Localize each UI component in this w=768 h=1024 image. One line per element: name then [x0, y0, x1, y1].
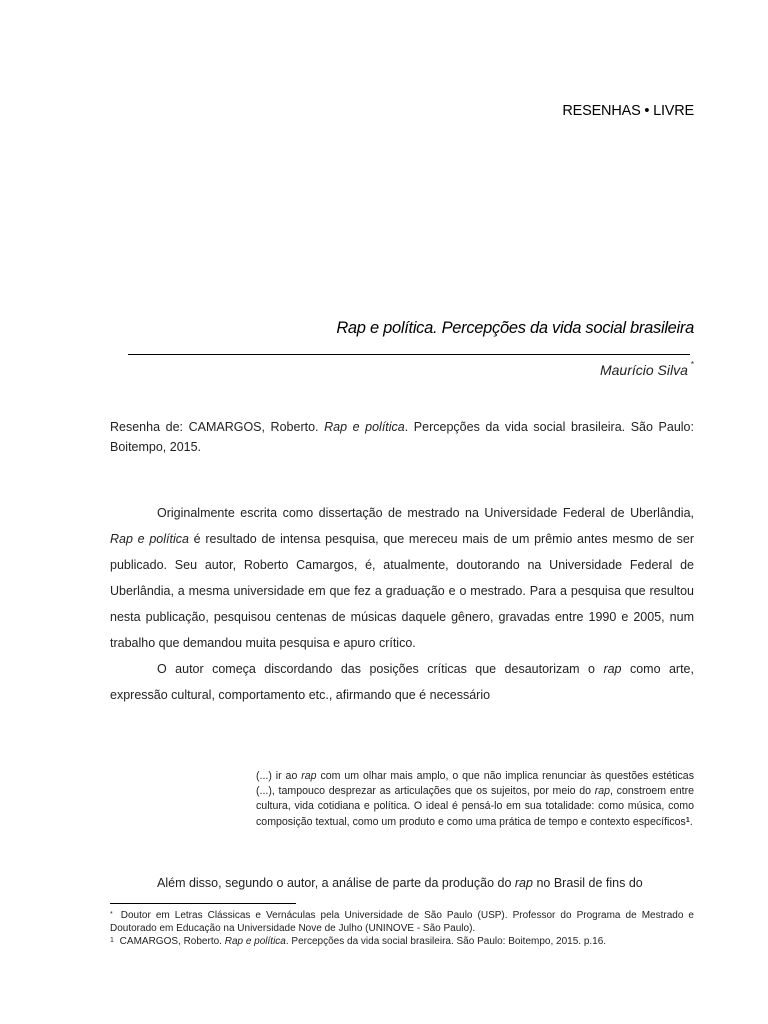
- p1-text-a: Originalmente escrita como dissertação de mestrado na Universidade Federal de Uberlândia,: [157, 506, 694, 520]
- p1-text-b: é resultado de intensa pesquisa, que mereceu mais de um prêmio antes mesmo de ser publicado. Seu autor, Roberto Camargos, é, atualmente, doutorando na Universidade Federal de Uberlândia, a mesma universidade em que fez a graduação e o mestrado. Para a pesquisa que resultou nesta publicação, pesquisou centenas de músicas daquele gênero, gravadas entre 1990 e 2005, num trabalho que demandou muita pesquisa e apuro crítico.: [110, 532, 695, 650]
- quote-rap-2: rap: [594, 785, 611, 798]
- footnote-ref-1: 1: [685, 816, 690, 824]
- footnote-divider: [110, 903, 296, 904]
- article-title: Rap e política. Percepções da vida social brasileira: [336, 319, 694, 337]
- footnote-1-book: Rap e política: [224, 936, 286, 948]
- footnote-1-text-a: CAMARGOS, Roberto.: [116, 936, 225, 948]
- paragraph-1: [110, 500, 694, 656]
- footnote-1-text-b: . Percepções da vida social brasileira. São Paulo: Boitempo, 2015. p.16.: [285, 936, 607, 948]
- quote-b: com um olhar mais amplo, o que não implica renunciar às questões estéticas (...), tampouco desprezar as articulações que os sujeitos, por meio do: [256, 770, 694, 798]
- review-prefix: Resenha de: CAMARGOS, Roberto.: [110, 420, 325, 434]
- block-quote: [256, 769, 694, 830]
- footnote-author: [110, 909, 694, 935]
- paragraph-3: [110, 870, 694, 896]
- author-name: Maurício Silva: [599, 362, 688, 378]
- p1-book-title: Rap e política: [110, 532, 189, 546]
- author-footnote-mark: *: [690, 360, 694, 369]
- body-text: [110, 500, 694, 708]
- footnotes: [110, 909, 694, 949]
- p2-text-a: O autor começa discordando das posições críticas que desautorizam o: [157, 662, 604, 676]
- p3-text-b: no Brasil de fins do: [532, 876, 643, 890]
- title-divider: [128, 354, 690, 355]
- footnote-author-mark: *: [110, 911, 113, 918]
- quote-rap-1: rap: [301, 770, 317, 782]
- review-suffix: . Percepções da vida social brasileira. São Paulo: Boitempo, 2015.: [110, 420, 694, 454]
- footnote-author-text: Doutor em Letras Clássicas e Vernáculas pela Universidade de São Paulo (USP). Professor do Programa de Mestrado e Doutorado em Educação na Universidade Nove de Julho (UNINOVE - São Paulo).: [110, 910, 694, 935]
- footnote-1-mark: 1: [110, 937, 114, 945]
- paragraph-2: [110, 656, 694, 708]
- p3-text-a: Além disso, segundo o autor, a análise de parte da produção do: [157, 876, 515, 890]
- review-citation: [110, 417, 694, 457]
- quote-a: (...) ir ao: [256, 770, 302, 782]
- p2-rap: rap: [603, 662, 622, 676]
- review-book-title: Rap e política: [324, 420, 405, 434]
- section-header: RESENHAS • LIVRE: [562, 103, 694, 119]
- article-author: [600, 362, 694, 378]
- quote-c: , constroem entre cultura, vida cotidiana e política. O ideal é pensá-lo em sua totalidade: como música, como composição textual, como um produto e como uma prática de tempo e contexto específicos: [256, 785, 694, 828]
- p3-rap: rap: [514, 876, 533, 890]
- p2-text-b: como arte, expressão cultural, comportamento etc., afirmando que é necessário: [110, 662, 694, 702]
- footnote-1: [110, 935, 694, 948]
- quote-end: .: [689, 815, 693, 828]
